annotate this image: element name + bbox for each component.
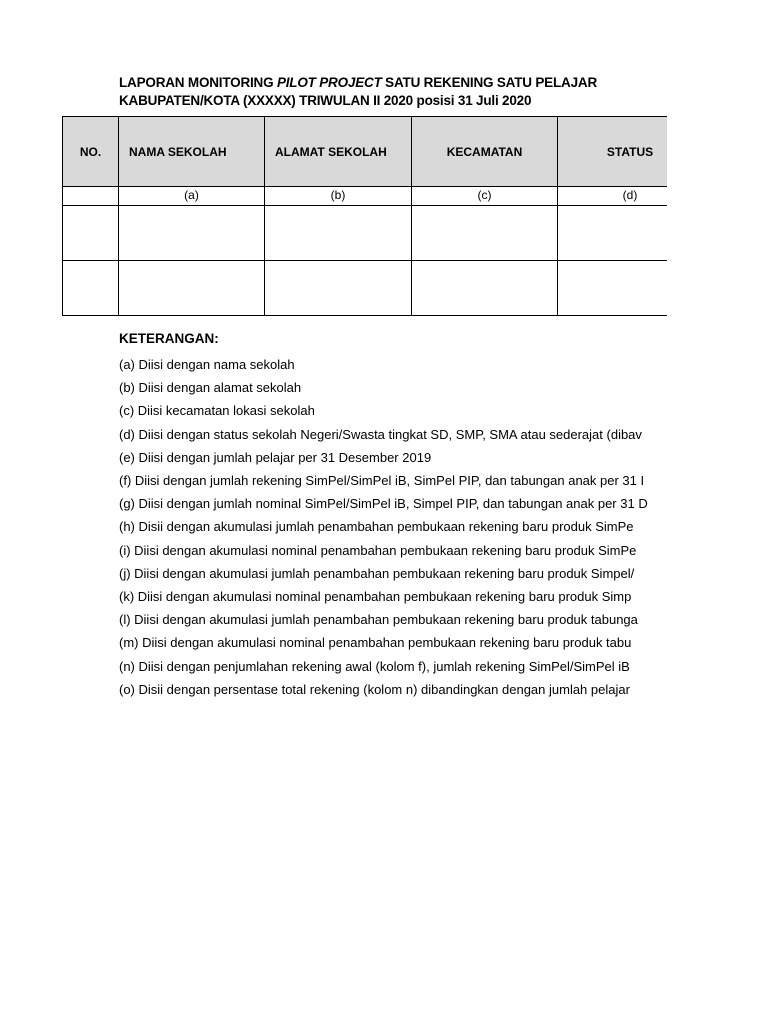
note-item-b: (b) Diisi dengan alamat sekolah xyxy=(119,380,302,396)
report-title-line1 xyxy=(119,74,597,92)
table-cell xyxy=(412,261,558,316)
note-item-m: (m) Diisi dengan akumulasi nominal penambahan pembukaan rekening baru produk tabu xyxy=(119,635,632,651)
letter-cell-d: (d) xyxy=(558,187,668,206)
table-letter-row xyxy=(63,187,668,206)
note-item-h: (h) Disii dengan akumulasi jumlah penambahan pembukaan rekening baru produk SimPe xyxy=(119,519,634,535)
table-cell xyxy=(63,261,119,316)
report-title-line2: KABUPATEN/KOTA (XXXXX) TRIWULAN II 2020 posisi 31 Juli 2020 xyxy=(119,93,532,108)
note-item-l: (l) Diisi dengan akumulasi jumlah penambahan pembukaan rekening baru produk tabunga xyxy=(119,612,638,628)
header-alamat-sekolah: ALAMAT SEKOLAH xyxy=(265,117,412,187)
header-status: STATUS xyxy=(558,117,668,187)
report-table-container xyxy=(62,116,667,318)
note-item-a: (a) Diisi dengan nama sekolah xyxy=(119,357,295,372)
note-item-j: (j) Diisi dengan akumulasi jumlah penambahan pembukaan rekening baru produk Simpel/ xyxy=(119,565,635,581)
table-cell xyxy=(412,206,558,261)
title-line1-italic: PILOT PROJECT xyxy=(276,75,382,90)
letter-cell-c: (c) xyxy=(412,187,558,206)
note-item-c: (c) Diisi kecamatan lokasi sekolah xyxy=(119,403,315,419)
note-item-i: (i) Diisi dengan akumulasi nominal penambahan pembukaan rekening baru produk SimPe xyxy=(119,542,637,558)
report-table xyxy=(62,116,667,316)
header-nama-sekolah: NAMA SEKOLAH xyxy=(119,117,265,187)
note-item-f: (f) Diisi dengan jumlah rekening SimPel/SimPel iB, SimPel PIP, dan tabungan anak per 31 I xyxy=(119,473,645,489)
note-item-e: (e) Diisi dengan jumlah pelajar per 31 Desember 2019 xyxy=(119,449,432,465)
letter-cell-b: (b) xyxy=(265,187,412,206)
note-item-d: (d) Diisi dengan status sekolah Negeri/Swasta tingkat SD, SMP, SMA atau sederajat (dibav xyxy=(119,426,642,442)
table-cell xyxy=(63,206,119,261)
letter-cell-a: (a) xyxy=(119,187,265,206)
notes-title: KETERANGAN: xyxy=(119,331,219,346)
title-line1-part-a: LAPORAN MONITORING xyxy=(119,75,277,90)
table-cell xyxy=(119,261,265,316)
notes-section xyxy=(119,330,667,701)
note-item-o: (o) Disii dengan persentase total rekening (kolom n) dibandingkan dengan jumlah pelajar xyxy=(119,681,630,697)
table-cell xyxy=(265,261,412,316)
table-cell xyxy=(119,206,265,261)
table-row xyxy=(63,206,668,261)
header-no: NO. xyxy=(63,117,119,187)
header-kecamatan: KECAMATAN xyxy=(412,117,558,187)
report-title xyxy=(119,74,597,110)
letter-cell-no xyxy=(63,187,119,206)
table-cell xyxy=(558,206,668,261)
note-item-g: (g) Diisi dengan jumlah nominal SimPel/SimPel iB, Simpel PIP, dan tabungan anak per 31 D xyxy=(119,496,648,512)
note-item-k: (k) Diisi dengan akumulasi nominal penambahan pembukaan rekening baru produk Simp xyxy=(119,589,632,605)
table-header-row xyxy=(63,117,668,187)
table-row xyxy=(63,261,668,316)
title-line1-part-b: SATU REKENING SATU PELAJAR xyxy=(381,75,597,90)
table-cell xyxy=(265,206,412,261)
table-cell xyxy=(558,261,668,316)
note-item-n: (n) Diisi dengan penjumlahan rekening awal (kolom f), jumlah rekening SimPel/SimPel iB xyxy=(119,658,630,674)
